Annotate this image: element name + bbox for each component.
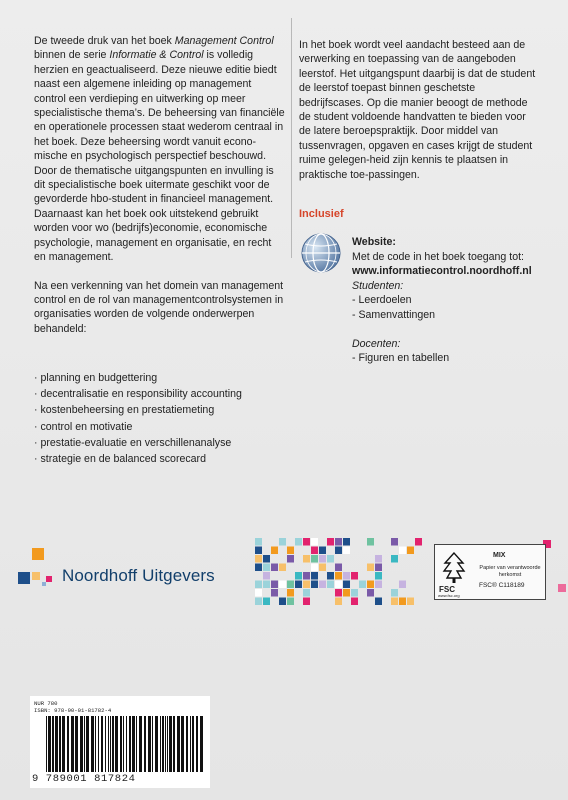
- barcode-bar: [55, 716, 58, 772]
- mosaic-tile: [295, 581, 302, 589]
- mosaic-tile: [335, 538, 342, 546]
- mosaic-tile: [391, 589, 398, 597]
- mosaic-tile: [343, 581, 350, 589]
- paragraph-text: binnen de serie: [34, 49, 110, 62]
- barcode-label: [30, 696, 210, 788]
- topic-item: · strategie en de balanced scorecard: [34, 451, 242, 467]
- barcode-bar: [192, 716, 194, 772]
- barcode-bar: [115, 716, 118, 772]
- noordhoff-logo-icon: [18, 548, 60, 588]
- topics-list: [34, 370, 242, 467]
- intro-paragraph: [34, 34, 286, 265]
- mosaic-tile: [343, 538, 350, 546]
- mosaic-tile: [367, 581, 374, 589]
- barcode-bar: [139, 716, 142, 772]
- barcode-bar: [181, 716, 184, 772]
- mosaic-tile: [359, 581, 366, 589]
- barcode-bar: [98, 716, 99, 772]
- website-info: [352, 235, 552, 366]
- mosaic-tile: [311, 581, 318, 589]
- mosaic-tile: [335, 547, 342, 555]
- barcode-bar: [105, 716, 106, 772]
- mosaic-tile: [319, 581, 326, 589]
- barcode-bar: [144, 716, 146, 772]
- mosaic-tile: [303, 581, 310, 589]
- students-item: - Leerdoelen: [352, 294, 412, 307]
- mosaic-tile: [263, 598, 270, 606]
- mosaic-tile: [303, 538, 310, 546]
- barcode-bar: [160, 716, 161, 772]
- barcode-bar: [110, 716, 111, 772]
- mosaic-tile: [303, 572, 310, 580]
- barcode-bar: [165, 716, 166, 772]
- barcode-bar: [71, 716, 74, 772]
- mosaic-tile: [255, 598, 262, 606]
- mosaic-tile: [295, 538, 302, 546]
- mosaic-tile: [343, 547, 350, 555]
- mosaic-tile: [351, 598, 358, 606]
- mosaic-tile: [255, 564, 262, 572]
- column-divider: [291, 18, 292, 258]
- mosaic-tile: [407, 547, 414, 555]
- mosaic-tile: [399, 581, 406, 589]
- nur-code: NUR 780: [34, 700, 58, 707]
- barcode-bar: [177, 716, 180, 772]
- mosaic-tile: [327, 538, 334, 546]
- barcode-bar: [200, 716, 203, 772]
- fsc-code: FSC® C118189: [479, 582, 525, 589]
- barcode-bar: [173, 716, 175, 772]
- fsc-mix: MIX: [493, 552, 506, 559]
- mosaic-tile: [263, 572, 270, 580]
- mosaic-tile: [335, 572, 342, 580]
- barcode-bar: [108, 716, 109, 772]
- mosaic-tile: [391, 555, 398, 563]
- mosaic-tile: [351, 572, 358, 580]
- barcode-bar: [84, 716, 85, 772]
- mosaic-tile: [255, 538, 262, 546]
- barcode-bar: [126, 716, 127, 772]
- mosaic-tile: [319, 547, 326, 555]
- mosaic-tile: [319, 564, 326, 572]
- mosaic-tile: [263, 581, 270, 589]
- mosaic-tile: [287, 598, 294, 606]
- barcode-bar: [101, 716, 103, 772]
- barcode-bar: [91, 716, 94, 772]
- topic-item: · prestatie-evaluatie en verschillenanalyse: [34, 435, 242, 451]
- mosaic-tile: [255, 589, 262, 597]
- mosaic-tile: [287, 589, 294, 597]
- mosaic-tile: [263, 555, 270, 563]
- mosaic-tile: [279, 598, 286, 606]
- barcode-bar: [46, 716, 47, 772]
- mosaic-tile: [375, 572, 382, 580]
- topic-item: · decentralisatie en responsibility accounting: [34, 386, 242, 402]
- mosaic-tile: [303, 598, 310, 606]
- mosaic-tile: [255, 581, 262, 589]
- mosaic-tile: [335, 598, 342, 606]
- barcode-bar: [186, 716, 188, 772]
- barcode-bar: [112, 716, 114, 772]
- barcode-bar: [59, 716, 61, 772]
- mosaic-tile: [415, 538, 422, 546]
- isbn-code: ISBN: 978-90-01-81782-4: [34, 707, 112, 714]
- fsc-mix-sub: Papier van verantwoorde herkomst: [479, 565, 541, 578]
- mosaic-tile: [295, 572, 302, 580]
- topic-item: · planning en budgettering: [34, 370, 242, 386]
- barcode-bar: [196, 716, 198, 772]
- barcode-bar: [155, 716, 158, 772]
- barcode-bar: [162, 716, 164, 772]
- mosaic-tile: [391, 538, 398, 546]
- website-url[interactable]: www.informatiecontrol.noordhoff.nl: [352, 265, 532, 278]
- mosaic-tile: [311, 555, 318, 563]
- mosaic-tile: [391, 598, 398, 606]
- italic-title: Informatie & Control: [109, 49, 204, 62]
- fsc-tree-icon: [441, 551, 467, 585]
- barcode-icon: [46, 716, 206, 774]
- mosaic-tile: [375, 598, 382, 606]
- mosaic-tile: [335, 581, 342, 589]
- mosaic-tile: [255, 555, 262, 563]
- barcode-bar: [120, 716, 122, 772]
- barcode-bar: [129, 716, 131, 772]
- topic-item: · kostenbeheersing en prestatiemeting: [34, 402, 242, 418]
- barcode-bar: [48, 716, 51, 772]
- barcode-bar: [123, 716, 124, 772]
- students-label: Studenten:: [352, 279, 404, 292]
- students-item: - Samenvattingen: [352, 308, 436, 321]
- mosaic-tile: [407, 598, 414, 606]
- teachers-item: - Figuren en tabellen: [352, 352, 450, 365]
- globe-icon: [300, 232, 342, 274]
- barcode-bar: [62, 716, 65, 772]
- mosaic-tile: [367, 589, 374, 597]
- mosaic-tile: [279, 581, 286, 589]
- barcode-bar: [169, 716, 172, 772]
- method-paragraph: In het boek wordt veel aandacht besteed aan de verwerking en toepassing van de aangeboden leerstof. Het uitgangspunt daarbij is dat de student de leerstof toepast binnen geschetste bedrijfscases. Op die manier beoogt de methode de student voldoende handvatten te bieden voor de latere beroepspraktijk. Door middel van tussenvragen, opgaven en cases krijgt de student ruime gelegen-heid zijn kennis te plaatsen in praktische toe-passingen.: [299, 39, 536, 181]
- fsc-label: [434, 544, 546, 600]
- mosaic-tile: [399, 547, 406, 555]
- teachers-label: Docenten:: [352, 337, 401, 350]
- fsc-site: www.fsc.org: [438, 593, 460, 598]
- website-text: Met de code in het boek toegang tot:: [352, 250, 524, 263]
- mosaic-tile: [287, 581, 294, 589]
- color-mosaic: [255, 538, 431, 606]
- barcode-number: 9 789001 817824: [32, 773, 136, 785]
- mosaic-tile: [367, 564, 374, 572]
- mosaic-tile: [343, 589, 350, 597]
- mosaic-tile: [343, 572, 350, 580]
- fsc-logo-text: FSC: [439, 585, 455, 594]
- mosaic-tile: [351, 589, 358, 597]
- mosaic-tile: [319, 555, 326, 563]
- mosaic-tile: [303, 589, 310, 597]
- mosaic-tile: [367, 538, 374, 546]
- mosaic-tile: [279, 564, 286, 572]
- mosaic-tile: [311, 572, 318, 580]
- mosaic-tile: [287, 555, 294, 563]
- mosaic-tile: [311, 547, 318, 555]
- mosaic-tile: [271, 547, 278, 555]
- inclusief-heading: Inclusief: [299, 208, 344, 220]
- left-column: [34, 34, 286, 350]
- mosaic-tile: [375, 581, 382, 589]
- paragraph-text: De tweede druk van het boek: [34, 35, 175, 47]
- mosaic-tile: [327, 572, 334, 580]
- topics-intro-paragraph: Na een verkenning van het domein van management control en de rol van managementcontrolsystemen in organisaties worden de volgende onderwerpen behandeld:: [34, 279, 284, 335]
- barcode-bar: [95, 716, 96, 772]
- mosaic-tile: [327, 581, 334, 589]
- barcode-bar: [132, 716, 135, 772]
- barcode-bar: [80, 716, 83, 772]
- mosaic-tile: [327, 555, 334, 563]
- right-column: [299, 38, 539, 182]
- barcode-bar: [52, 716, 54, 772]
- mosaic-tile: [375, 564, 382, 572]
- barcode-bar: [136, 716, 137, 772]
- mosaic-tile: [311, 538, 318, 546]
- mosaic-tile: [311, 564, 318, 572]
- mosaic-tile: [303, 555, 310, 563]
- barcode-bar: [190, 716, 191, 772]
- mosaic-tile: [263, 564, 270, 572]
- mosaic-tile: [279, 538, 286, 546]
- barcode-bar: [67, 716, 69, 772]
- decor-square: [558, 584, 566, 592]
- barcode-bar: [75, 716, 78, 772]
- barcode-bar: [152, 716, 153, 772]
- barcode-bar: [86, 716, 89, 772]
- mosaic-tile: [271, 581, 278, 589]
- publisher-name: Noordhoff Uitgevers: [62, 566, 215, 585]
- italic-title: Management Control: [174, 35, 274, 47]
- barcode-bar: [167, 716, 168, 772]
- barcode-bar: [148, 716, 151, 772]
- mosaic-tile: [271, 564, 278, 572]
- topic-item: · control en motivatie: [34, 419, 242, 435]
- mosaic-tile: [287, 547, 294, 555]
- mosaic-tile: [255, 547, 262, 555]
- paragraph-text: is volledig herzien en geactualiseerd. Deze nieuwe editie biedt naast een algemene inleiding op management control een verdieping en uitwerking op meer specialistische thema’s. De beheersing van financiële en operationele processen staat wederom centraal in het boek. Deze beheersing wordt vanuit econo-mische en psychologisch perspectief beschouwd. Door de thematische uitgangspunten en invulling is dit specialistische boek uitermate geschikt voor de gevorderde hbo-student in financieel management. Daarnaast kan het boek ook uitstekend gebruikt worden voor wo (bedrijfs)economie, economische psychologie, management en organisatie, en recht en management.: [34, 49, 285, 264]
- mosaic-tile: [335, 589, 342, 597]
- mosaic-tile: [335, 564, 342, 572]
- mosaic-tile: [271, 589, 278, 597]
- mosaic-tile: [399, 598, 406, 606]
- mosaic-tile: [375, 555, 382, 563]
- website-heading: Website:: [352, 236, 396, 248]
